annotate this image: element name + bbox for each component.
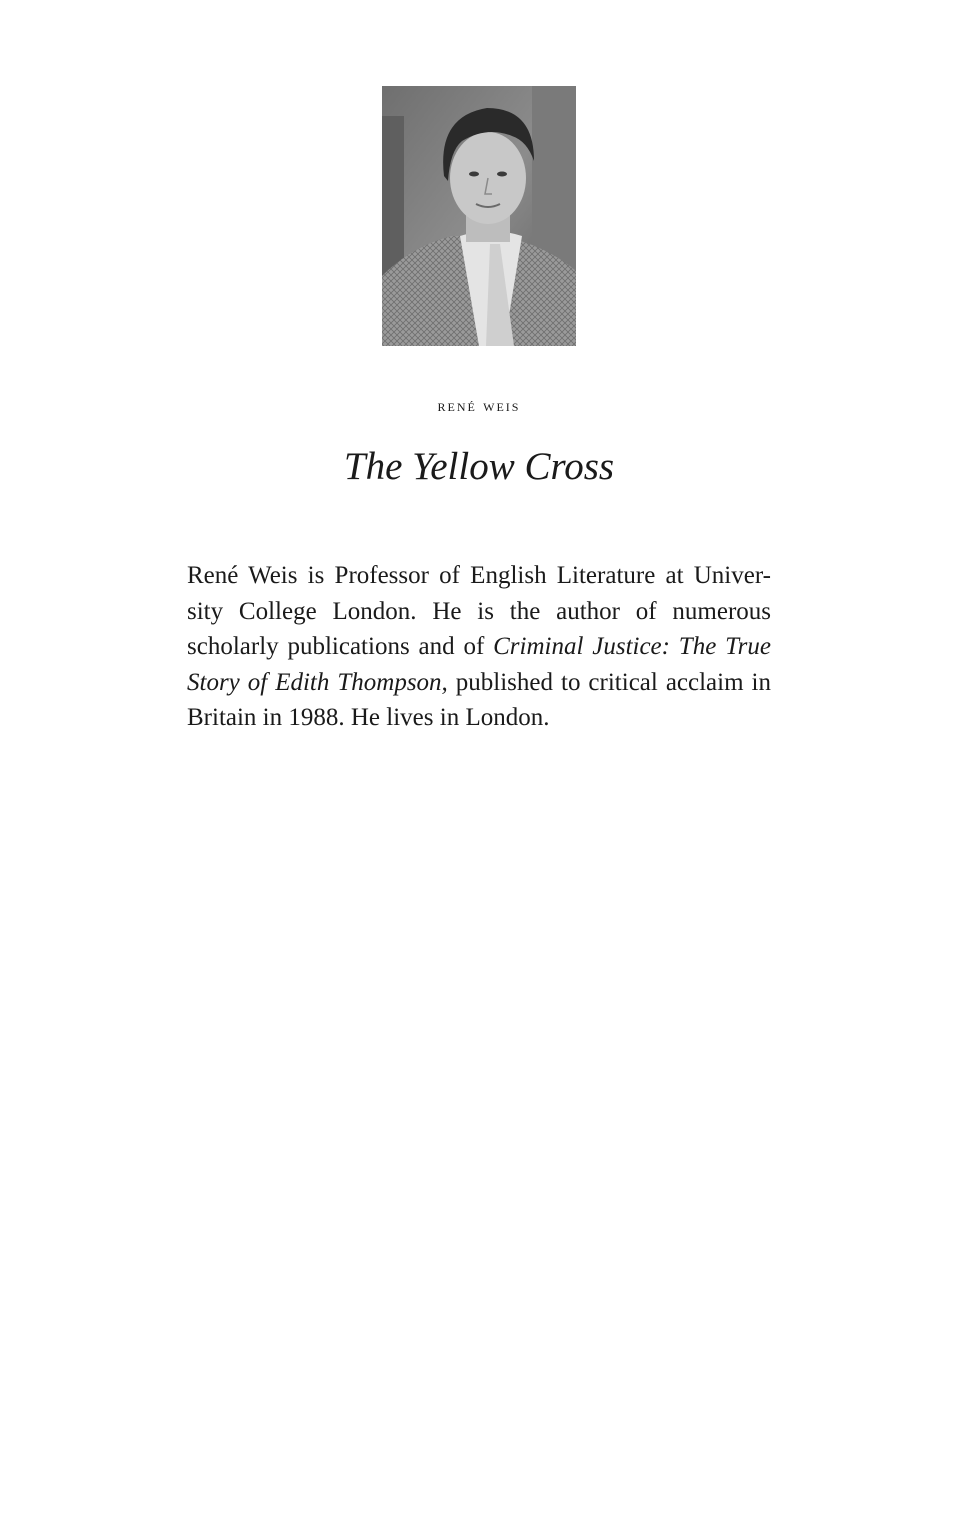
bio-text-2: published to critical acclaim in Britain in 1988. He lives in London. — [187, 668, 771, 731]
author-bio — [187, 558, 771, 736]
author-name: rené weis — [437, 396, 521, 415]
bio-book-title: Criminal Justice: The True Story of Edith Thompson, — [187, 633, 771, 696]
book-title: The Yellow Cross — [343, 445, 615, 488]
author-photo-image — [382, 86, 576, 346]
author-photo — [382, 86, 576, 346]
bio-text-1: René Weis is Professor of English Literature at Univer-sity College London. He is the author of numerous scholarly publications and of — [187, 562, 771, 660]
